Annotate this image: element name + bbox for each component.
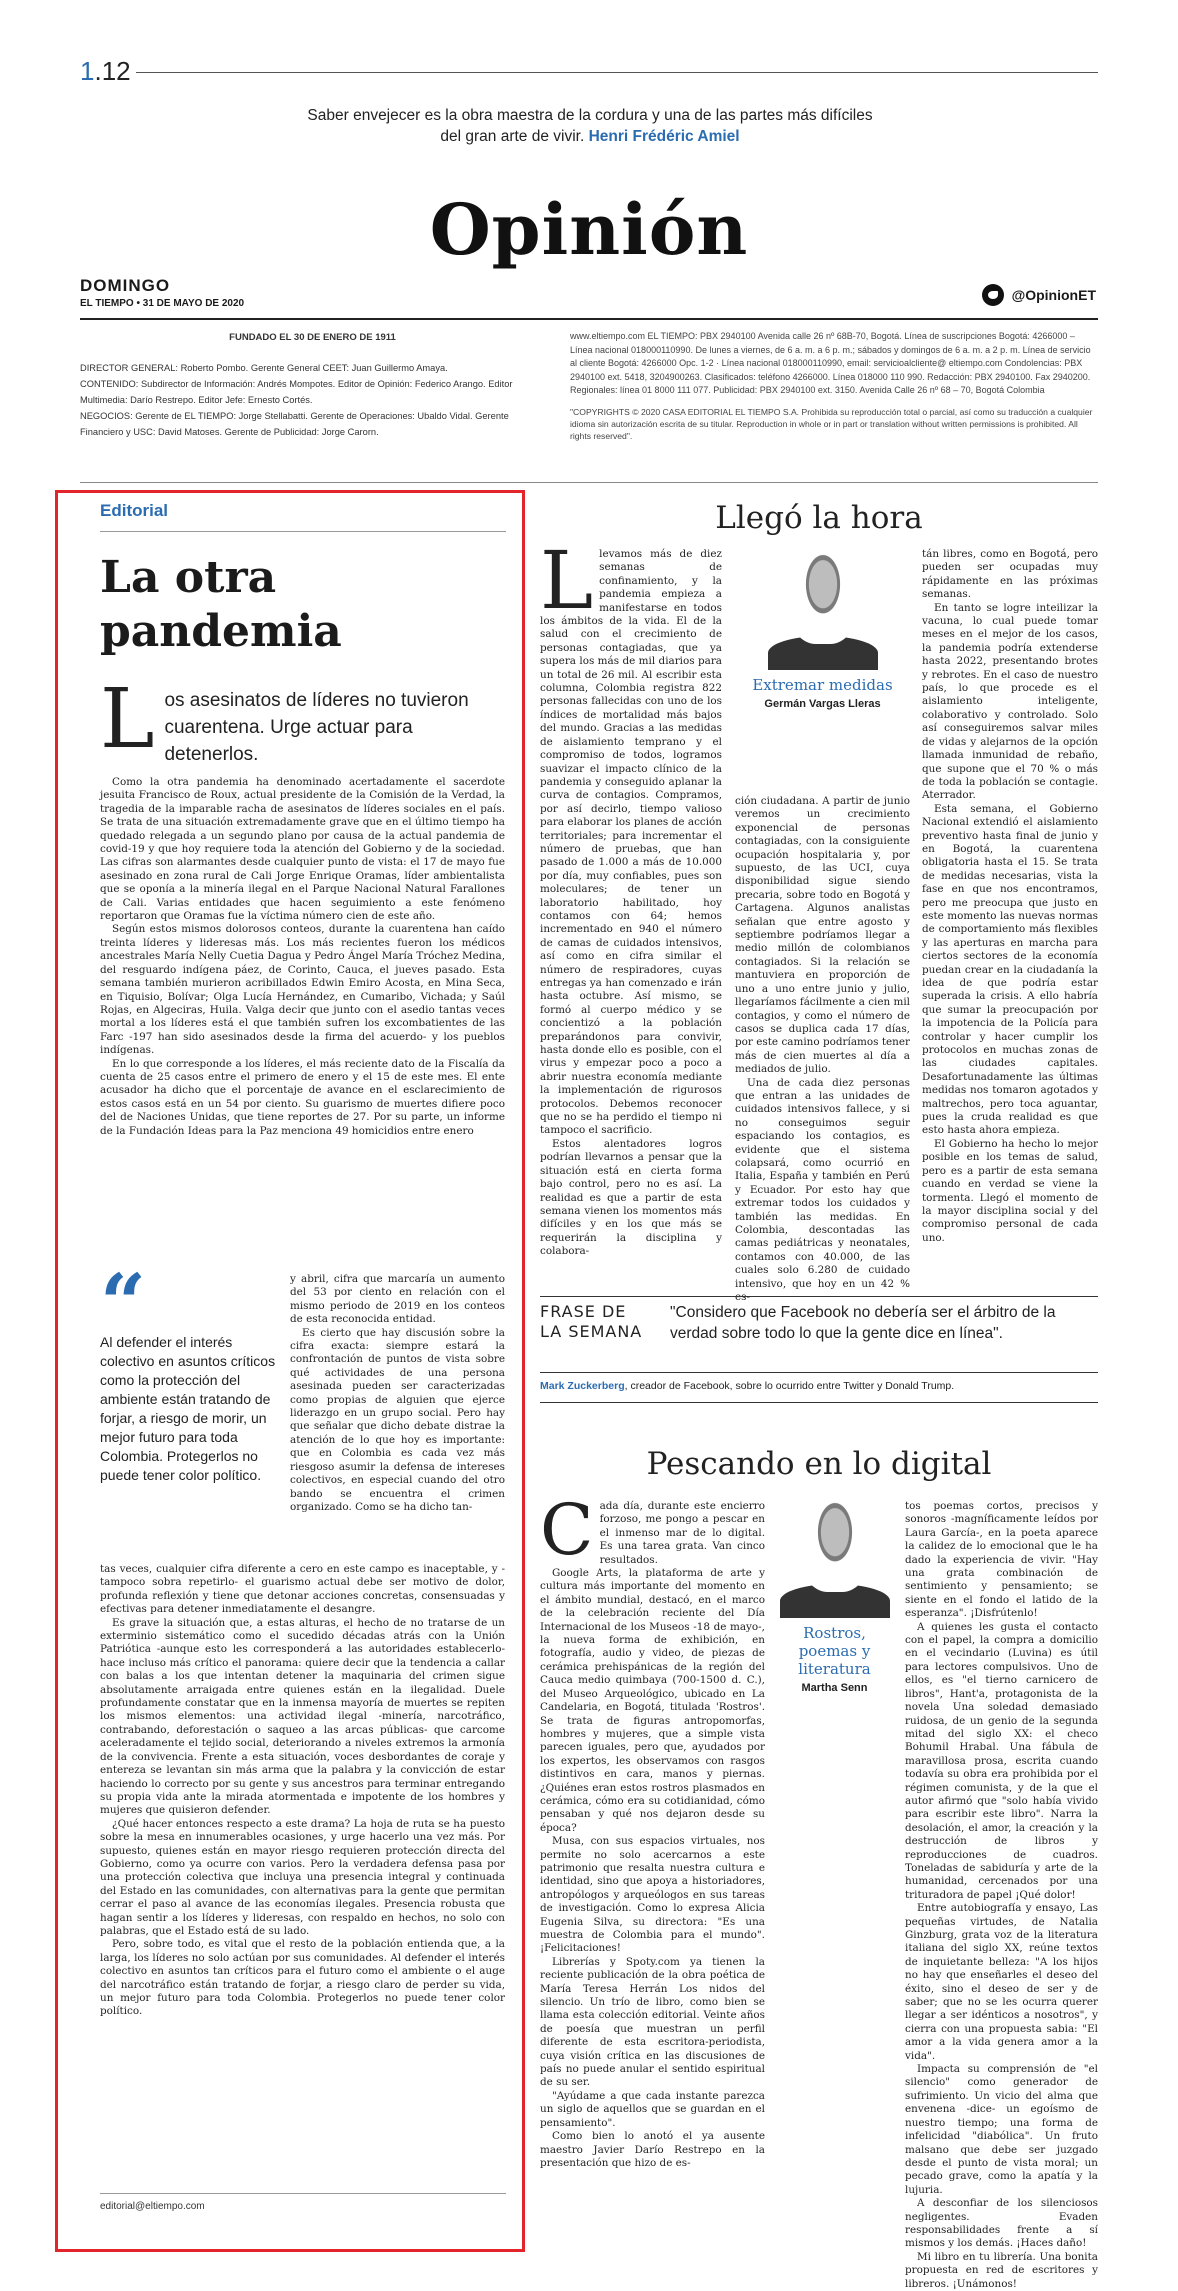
column-title: Pescando en lo digital — [646, 1446, 992, 1482]
pull-quote-area — [100, 1256, 505, 1568]
paragraph: Como bien lo anotó el ya ausente maestro Javier Darío Restrepo en la presentación que hizo de es- — [540, 2130, 765, 2169]
editorial-email[interactable]: editorial@eltiempo.com — [100, 2201, 205, 2212]
paragraph: Es grave la situación que, a estas alturas, el hecho de no tratarse de un exterminio sistemático como el sucedido décadas atrás con la Unión Patriótica -aunque esto les corresponderá a las autoridades establecerlo- hace incluso más crítico el panorama: quiere decir que la tendencia a callar con balas a los que intentan detener la maquinaria del crimen sigue absolutamente arraigada entre quienes están en la ilegalidad. Duele profundamente constatar que en la inmensa mayoría de muertes se repiten los mismos elementos: una actividad ilegal -minería, narcotráfico, contrabando, deforestación o saqueo a las arcas públicas- que carcome aceleradamente el tejido social, deteriorando a niveles extremos la armonía de la convivencia. Frente a esta situación, voces desbordantes de coraje y entereza se levantan sin más arma que la palabra y la convicción de estar haciendo lo correcto por su gente y sus ancestros para terminar entregando su propia vida ante la mirada atormentada e impotente de los hombres y mujeres que quisieron defender. — [100, 1616, 505, 1817]
portrait-photo — [788, 552, 858, 644]
pull-quote-text: Al defender el interés colectivo en asuntos críticos como la protección del ambiente están tratando de forjar, a riesgo de morir, un mejor futuro para toda Colombia. Protegerlos no puede tener color político. — [100, 1334, 276, 1483]
columnist-portrait — [772, 1500, 897, 1694]
paragraph: tas veces, cualquier cifra diferente a cero en este campo es inaceptable, y -tampoco sobra repetirlo- el guarismo actual debe ser motivo de dolor, profunda reflexión y tiene que detonar acciones concretas, consensuadas y efectivas para detener inmediatamente el desangre. — [100, 1563, 505, 1616]
frase-source-name: Mark Zuckerberg — [540, 1380, 625, 1392]
masthead-date — [80, 276, 244, 309]
contact-text: www.eltiempo.com EL TIEMPO: PBX 2940100 Avenida calle 26 nº 68B-70, Bogotá. Línea de suscripciones Bogotá: 4266000 – Línea nacional 018000110990. De lunes a viernes, de 6 a. m. a 6 p. m.; sábados y domingos de 6 a. m. a 2 p. m. Línea de servicio al cliente Bogotá: 4266000 Opc. 1-2 · Línea nacional 018000110990, email: servicioalcliente@ eltiempo.com Condolencias: PBX 2940100 ext. 5418, 3204900263. Clasificados: teléfono 4266000. Línea 018000 110 990. Redacción: PBX 2940100. Fax 2940200. Regionales: línea 01 8000 111 077. Publicidad: PBX 2940100 ext. 3150. Avenida Calle 26 nº 68 – 70, Bogotá Colombia — [570, 331, 1091, 395]
credit-line: DIRECTOR GENERAL: Roberto Pombo. Gerente General CEET: Juan Guillermo Amaya. — [80, 363, 448, 373]
founded-line: FUNDADO EL 30 DE ENERO DE 1911 — [229, 332, 396, 343]
epigraph-quote — [300, 105, 880, 147]
quote-text: Saber envejecer es la obra maestra de la cordura y una de las partes más difíciles del gran arte de vivir. — [307, 107, 873, 145]
frase-text: "Considero que Facebook no debería ser el árbitro de la verdad sobre todo lo que la gente dice en línea". — [670, 1304, 1056, 1342]
editorial-rule — [100, 531, 506, 532]
credit-line: CONTENIDO: Subdirector de Información: Andrés Mompotes. Editor de Opinión: Federico Arango. Editor Multimedia: Darío Restrepo. Editor Jefe: Ernesto Cortés. — [80, 379, 513, 405]
paragraph: Librerías y Spoty.com ya tienen la reciente publicación de la obra poética de María Teresa Herrán Los nidos del silencio. Un trío de libro, como bien se llama esta colección editorial. Veinte años de poesía que muestran un perfil diferente de esta escritora-periodista, cuya visión crítica en las discusiones de país no puede anular el sentido espiritual de su ser. — [540, 1955, 765, 2089]
portrait-photo — [800, 1500, 870, 1592]
twitter-handle-text: @OpinionET — [1011, 287, 1096, 303]
paragraph: ción ciudadana. A partir de junio veremos un crecimiento exponencial de personas contagiadas, con la consiguiente ocupación hospitalaria y, por supuesto, de las UCI, cuya disponibilidad sigue siendo precaria, sobre todo en Bogotá y Cartagena. Algunos analistas señalan que entre agosto y septiembre podríamos llegar a medio millón de colombianos contagiados. Si la relación se mantuviera en proporción de uno a uno entre junio y julio, llegaríamos fácilmente a cien mil contagios, y como el número de casos se duplica cada 17 días, por este camino podríamos tener más de cien muertes al día a mediados de julio. — [735, 795, 910, 1076]
frase-de-la-semana — [540, 1302, 1098, 1364]
columnist-portrait — [735, 552, 910, 710]
paragraph: tos poemas cortos, precisos y sonoros -magníficamente leídos por Laura García-, en la poeta aparece la calidez de lo emocional que le ha dado la experiencia de vivir. "Hay una grata combinación de sentimiento y pensamiento; se siente en el fondo el latido de la esperanza". ¡Disfrútenlo! — [905, 1500, 1098, 1620]
frase-source — [540, 1380, 954, 1392]
frase-source-desc: , creador de Facebook, sobre lo ocurrido entre Twitter y Donald Trump. — [624, 1380, 955, 1392]
paragraph: Llevamos más de diez semanas de confinamiento, y la pandemia empieza a manifestarse en todos los ámbitos de la vida. El de la salud con el crecimiento de personas contagiadas, que ya supera los más de mil diarios para un total de 26 mil. Al escribir esta columna, Colombia registra 822 personas fallecidas con uno de los índices de mortalidad más bajos del mundo. Gracias a las medidas de aislamiento temprano y el compromiso de todos, logramos suavizar el impacto clínico de la pandemia y conseguido aplanar la curva de contagios. Compramos, por así decirlo, tiempo valioso para elaborar los planes de acción territoriales; para incrementar el número de pruebas, que han pasado de 1.000 a más de 10.000 por día, muy confiables, pues son moleculares; de tener un laboratorio habilitado, hoy contamos con 64; hemos incrementado en 940 el número de camas de cuidados intensivos, así como en cifra similar el número de respiradores, cuyas entregas ya han comenzado e irán hasta octubre. Así mismo, se formó al cuerpo médico y se concientizó a la población preparándonos para convivir, hasta donde ello es posible, con el virus y empezar poco a poco a abrir nuestra economía mediante la implementación de rigurosos protocolos. Debemos reconocer que no se ha perdido el tiempo ni tampoco el sacrificio. — [540, 534, 722, 1137]
paragraph: A quienes les gusta el contacto con el papel, la compra a domicilio en el vecindario (Luvina) es útil para lectores compulsivos. Uno de ellos, es "el tierno carnicero de libros", Hant'a, protagonista de la novela Una soledad demasiado ruidosa, de un genio de la segunda mitad del siglo XX: el checo Bohumil Hrabal. Una fábula de maravillosa prosa, escrita cuando todavía su obra era prohibida por el régimen comunista, y de la que el autor afirmó que "solo había vivido para escribir este libro". Narra la desolación, el amor, la creación y la destrucción de libros y reproducciones de cuadros. Toneladas de sabiduría y arte de la humanidad, cercenados por una trituradora de papel ¡Qué dolor! — [905, 1620, 1098, 1901]
copyright-notice: "COPYRIGHTS © 2020 CASA EDITORIAL EL TIEMPO S.A. Prohibida su reproducción total o parcial, así como su traducción a cualquier idioma sin autorización escrita de su titular. Reproduction in whole or in part or translation without written permissions is prohibited. All rights reserved". — [570, 406, 1093, 441]
drop-cap: C — [540, 1489, 594, 1571]
editorial-body-bottom — [100, 1563, 505, 2019]
paragraph: Una de cada diez personas que entran a las unidades de cuidados intensivos fallece, y si no conseguimos seguir espaciando los contagios, es evidente que el sistema colapsará, como ocurrió en Italia, España y también en Perú y Ecuador. Por esto hay que extremar todos los cuidados y también las medidas. En Colombia, descontadas las camas pediátricas y neonatales, contamos con 40.000, de las cuales solo 6.280 de cuidado intensivo, que hoy en un 42 % es- — [735, 1076, 910, 1304]
portrait-caption: Extremar medidas — [752, 676, 893, 694]
section-divider — [540, 1402, 1098, 1403]
portrait-caption: Rostros, poemas y literatura — [798, 1624, 871, 1678]
header-bottom-rule — [80, 482, 1098, 483]
editorial-lead — [100, 672, 500, 768]
paragraph: Mi libro en tu librería. Una bonita propuesta en red de escritores y libreros. ¡Unámonos! — [905, 2250, 1098, 2290]
paragraph: Musa, con sus espacios virtuales, nos permite no solo acercarnos a este patrimonio que resalta nuestra cultura e identidad, sino que apoya a historiadores, antropólogos y arqueólogos en sus tareas de investigación. Como lo expresa Alicia Eugenia Silva, su directora: "Es una muestra de Colombia para el mundo". ¡Felicitaciones! — [540, 1835, 765, 1955]
paragraph: Entre autobiografía y ensayo, Las pequeñas virtudes, de Natalia Ginzburg, grata voz de la literatura italiana del siglo XX, reúne textos de inquietante belleza: "A los hijos no hay que enseñarles el deseo del éxito, sino el deseo de ser y de saber; que no se les ocurra querer llegar a ser idénticos a nosotros", y cierra con una propuesta sabia: "El amor a la vida genera amor a la vida". — [905, 1902, 1098, 2062]
column2-text-b — [905, 1500, 1098, 2291]
column1-text-b — [735, 795, 910, 1304]
paragraph: Cada día, durante este encierro forzoso, me pongo a pescar en el inmenso mar de lo digital. Es una tarea grata. Van cinco resultados. — [540, 1489, 765, 1571]
page-number: 1.12 — [80, 56, 131, 86]
pull-side-body — [290, 1273, 505, 1514]
paragraph: Pero, sobre todo, es vital que el resto de la población entienda que, a la larga, los líderes no solo actúan por sus comunidades. Al defender el interés colectivo en asuntos tan críticos para el futuro como el ambiente o el auge del narcotráfico están tratando de forjar, a riesgo claro de perder su vida, un mejor futuro para toda Colombia. Protegerlos no puede tener color político. — [100, 1938, 505, 2018]
paragraph: "Ayúdame a que cada instante parezca un siglo de aquellos que se guardan en el pensamiento". — [540, 2089, 765, 2129]
column2-text-a — [540, 1489, 765, 2170]
paragraph: Estos alentadores logros podrían llevarnos a pensar que la situación está en cierta forma bajo control, pero no es así. La realidad es que a partir de esta semana vienen los momentos más difíciles y en los que más se requerirán la disciplina y colabora- — [540, 1137, 722, 1258]
frase-label: FRASE DE LA SEMANA — [540, 1302, 643, 1341]
column1-text-c — [922, 548, 1098, 1245]
paragraph: El Gobierno ha hecho lo mejor posible en los temas de salud, pero es a partir de esta semana cuando en verdad se viene la tormenta. Llegó el momento de la mayor disciplina social y del compromiso personal de cada uno. — [922, 1137, 1098, 1244]
paragraph: En lo que corresponde a los líderes, el más reciente dato de la Fiscalía da cuenta de 25 casos entre el primero de enero y el 15 de este mes. El ente acusador ha dicho que el porcentaje de avance en el esclarecimiento de estos casos está en un 54 por ciento. Su guarismo de muertes difiere poco del de Naciones Unidas, que tiene reportes de 27. Por su parte, un informe de la Fundación Ideas para la Paz menciona 49 homicidios entre enero — [100, 1057, 505, 1137]
editorial-highlight-box — [55, 490, 525, 2252]
top-rule — [136, 72, 1098, 73]
column-title: Llegó la hora — [715, 500, 923, 536]
drop-cap: L — [100, 672, 155, 767]
credit-line: NEGOCIOS: Gerente de EL TIEMPO: Jorge Stellabatti. Gerente de Operaciones: Ubaldo Vidal. Gerente Financiero y USC: David Matoses. Gerente de Publicidad: Jorge Carorn. — [80, 411, 509, 437]
paragraph: Según estos mismos dolorosos conteos, durante la cuarentena han caído treinta líderes y lideresas más. Los más recientes fueron los médicos ancestrales María Nelly Cuetia Dagua y Pedro Ángel María Tróchez Medina, del resguardo indígena páez, de Corinto, Cauca, el jueves pasado. Esta semana también murieron acribillados Edwin Emiro Acosta, en Mina Seca, en Tiquisio, Bolívar; Olga Lucía Hernández, en Cumaribo, Vichada; y Saúl Rojas, en Algeciras, Huila. Valga decir que junto con el asedio tantas veces mortal a los líderes está el que también sufren los excombatientes de las Farc -197 han sido asesinados desde la firma del acuerdo- y los pueblos indígenas. — [100, 923, 505, 1057]
twitter-icon — [982, 284, 1004, 306]
paragraph: En tanto se logre inteilizar la vacuna, lo cual puede tomar meses en el mejor de los casos, la pandemia podría extenderse hasta 2022, presentando brotes y rebrotes. En el caso de nuestro país, lo que procede es el aislamiento inteligente, colaborativo y controlado. Solo así conseguiremos salvar miles de vidas y alejarnos de la opción llamada inmunidad de rebaño, que supone que el 70 % o más de toda la población se contagie. Aterrador. — [922, 601, 1098, 802]
staff-credits — [80, 330, 545, 440]
paragraph: A desconfiar de los silenciosos negligentes. Evaden responsabilidades frente a sí mismos y los demás. ¡Haces daño! — [905, 2197, 1098, 2250]
quote-mark-icon: “ — [100, 1256, 139, 1350]
paragraph: y abril, cifra que marcaría un aumento del 53 por ciento en relación con el mismo periodo de 2019 en los conteos de esta reconocida entidad. — [290, 1273, 505, 1326]
paragraph: ¿Qué hacer entonces respecto a este drama? La hoja de ruta se ha puesto sobre la mesa en innumerables ocasiones, y urge hacerlo una vez más. Por supuesto, quienes están en mayor riesgo requieren protección directa del Gobierno, como ya ocurre con varios. Pero la verdadera defensa pasa por una protección colectiva que incluya una presencia integral y continuada del Estado en las comunidades, con alternativas para la gente que permitan cerrar el paso al avance de las economías ilegales. Presencia robusta que hagan sentir a los líderes y lideresas, con respaldo en hechos, no solo con palabras, que el Estado está de su lado. — [100, 1817, 505, 1937]
pull-quote — [100, 1256, 278, 1485]
frase-top-rule — [540, 1296, 1098, 1297]
paragraph: Google Arts, la plataforma de arte y cultura más importante del momento en el ámbito mundial, destacó, en el marco de la celebración reciente del Día Internacional de los Museos -18 de mayo-, la nueva forma de exhibición, en fotografía, audio y video, de piezas de cerámica prehispánicas de la región del Cauca medio quimbaya (700-1500 d. C.), del Museo Arqueológico, ubicado en La Candelaria, en Bogotá, titulada 'Rostros'. Se trata de figuras antropomorfas, hombres y mujeres, que a simple vista parecen iguales, pero que, ayudados por los expertos, les observamos con rasgos distintivos en cara, manos y piernas. ¿Quiénes eran estos rostros plasmados en cerámica, cómo era su cotidianidad, cómo pensaban y qué nos dejaron desde su época? — [540, 1567, 765, 1834]
masthead-rule — [80, 318, 1098, 320]
quote-author: Henri Frédéric Amiel — [588, 128, 740, 145]
day-label: DOMINGO — [80, 276, 171, 295]
editorial-title: La otra pandemia — [100, 552, 342, 657]
editorial-body-top — [100, 776, 505, 1138]
section-title: Opinión — [429, 188, 749, 271]
column1-text-a — [540, 534, 722, 1259]
paragraph: Como la otra pandemia ha denominado acertadamente el sacerdote jesuita Francisco de Roux, actual presidente de la Comisión de la Verdad, la tragedia de la imparable racha de asesinatos de líderes sociales en el país. Se trata de una situación extremadamente grave que en el último tiempo ha quedado relegada a un segundo plano por causa de la actual pandemia de covid-19 y que hoy requiere toda la atención del Gobierno y de la sociedad. Las cifras son alarmantes desde cualquier punto de vista: el 17 de mayo fue asesinado en zona rural de Cali Jorge Enrique Oramas, líder ambientalista que se oponía a la minería ilegal en el Parque Nacional Natural Farallones de Cali. Varias entidades que hacen seguimiento a este fenómeno reportaron que Oramas fue la víctima número cien de este año. — [100, 776, 505, 923]
editorial-label: Editorial — [100, 501, 169, 520]
paragraph: Es cierto que hay discusión sobre la cifra exacta: siempre estará la confrontación de puntos de vista sobre qué actividades de una persona asesinada pueden ser caracterizadas como propias de alguien que ejerce liderazgo en un grupo social. Pero hay que señalar que dicho debate distrae la atención de lo que hoy es importante: que en Colombia es cada vez más riesgoso asumir la defensa de intereses colectivos, en especial cuando del otro bando se encuentra el crimen organizado. Como se ha dicho tan- — [290, 1326, 505, 1513]
frase-rule — [540, 1372, 1098, 1373]
paragraph: Impacta su comprensión de "el silencio" como generador de sufrimiento. Un vicio del alma que envenena -dice- un egoísmo de nuestro tiempo; una forma de infelicidad "diabólica". Un fruto malsano que debe ser juzgado desde el punto de vista moral; un pecado grave, como la apatía y la lujuria. — [905, 2063, 1098, 2196]
author-name: Martha Senn — [801, 1682, 868, 1694]
paragraph: Esta semana, el Gobierno Nacional extendió el aislamiento preventivo hasta final de junio y en Bogotá, la cuarentena obligatoria hasta el 15. Se trata de medidas necesarias, vista la fase en que nos encontramos, pero me preocupa que justo en este momento las nuevas normas de comportamiento más flexibles y las aperturas en marcha para ciertos sectores de la economía puedan crear en la ciudadanía la idea de que podría estar superada la crisis. A ello habría que sumar la preocupación por la impotencia de la Policía para controlar y hacer cumplir los protocolos en muchas zonas de las ciudades capitales. Desafortunadamente las últimas medidas nos tomaron agotados y maltrechos, pero toca aguantar, pues la cruda realidad es que esto hasta ahora empieza. — [922, 802, 1098, 1137]
author-name: Germán Vargas Lleras — [764, 698, 881, 710]
date-label: EL TIEMPO • 31 DE MAYO DE 2020 — [80, 298, 245, 309]
editorial-end-rule — [100, 2193, 506, 2194]
lead-text: os asesinatos de líderes no tuvieron cuarentena. Urge actuar para detenerlos. — [164, 690, 469, 765]
paragraph: tán libres, como en Bogotá, pero pueden ser ocupadas muy rápidamente en las próximas semanas. — [922, 548, 1098, 601]
drop-cap: L — [540, 534, 594, 627]
twitter-handle[interactable] — [982, 284, 1096, 306]
contact-info — [570, 330, 1098, 442]
